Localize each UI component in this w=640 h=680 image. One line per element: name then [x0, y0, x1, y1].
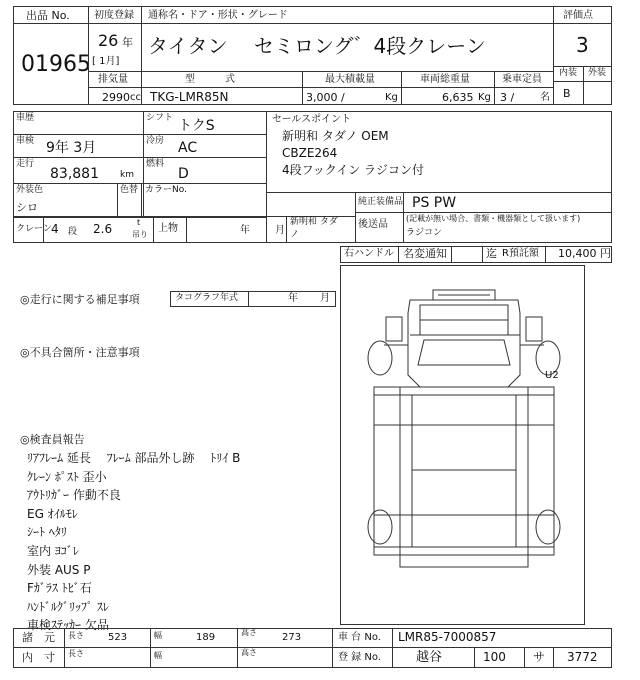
inspector-line: ﾊﾝﾄﾞﾙｸﾞﾘｯﾌﾟ ｽﾚ [27, 599, 109, 614]
inspector-line: ｱｳﾄﾘｶﾞｰ 作動不良 [27, 488, 121, 503]
model: TKG-LMR85N [150, 90, 229, 104]
dims-label: 諸 元 [22, 631, 55, 644]
inspector-line: ﾘｱﾌﾚｰﾑ 延長 ﾌﾚｰﾑ 部品外し跡 ﾄﾘｲ B [27, 451, 241, 465]
plate-class: 100 [483, 650, 506, 664]
length: 523 [108, 632, 128, 643]
inspector-line: EG ｵｲﾙﾓﾚ [27, 506, 78, 521]
length-label: 長さ [68, 631, 84, 640]
std-equipment: PS PW [412, 195, 457, 211]
inspection: 9年 3月 [46, 140, 97, 156]
color: シロ [16, 201, 38, 214]
inspector-line: 室内 ﾖｺﾞﾚ [27, 543, 79, 558]
crane-capacity-unit: 吊り [132, 230, 148, 239]
color-label: 外装色 [16, 185, 44, 195]
footer-table [13, 628, 612, 668]
plate-label: 登 録 No. [338, 652, 381, 663]
top-maker-bottom: ノ [290, 230, 300, 240]
ac: AC [178, 140, 198, 156]
tacho-month: 月 [320, 293, 330, 304]
name-label: 通称名・ドア・形状・グレード [148, 10, 288, 21]
top-month: 月 [275, 225, 285, 236]
aftermarket-note: (記載が無い場合、書類・機器類として扱います) [406, 214, 581, 223]
displacement-unit: cc [130, 92, 141, 103]
sales-point-3: 4段フックイン ラジコン付 [282, 163, 425, 177]
inspector-line: 外装 AUS P [27, 562, 91, 577]
mileage-unit: km [120, 170, 134, 180]
inner-label: 内 寸 [22, 651, 55, 664]
displacement-label: 排気量 [98, 74, 128, 85]
aftermarket: ラジコン [406, 228, 443, 238]
plate-region: 越谷 [416, 650, 443, 665]
sales-point-label: セールスポイント [272, 114, 352, 125]
interior-grade: B [563, 87, 571, 100]
height-label: 高さ [241, 628, 257, 637]
max-load: 3,000 / [306, 91, 345, 104]
recycle-label: R預託額 [502, 248, 539, 259]
history-label: 車歴 [16, 113, 35, 123]
deadline-label: 迄 [486, 247, 497, 260]
grade: 3 [576, 33, 589, 57]
height: 273 [282, 632, 302, 643]
inner-width-label: 幅 [154, 651, 162, 660]
color-no-label: カラーNo. [145, 185, 187, 195]
reg-month: [ 1月] [92, 56, 120, 67]
top-maker-top: 新明和 タダ [290, 217, 338, 227]
rhd-flag: 右ハンドル [344, 248, 394, 259]
shift-label: シフト [146, 113, 174, 123]
capacity: 3 / [500, 91, 515, 104]
exterior-label: 外装 [588, 68, 607, 78]
inspector-label: ◎検査員報告 [20, 433, 85, 446]
crane-stages-unit: 段 [68, 227, 78, 237]
vehicle-name: タイタン セミロング゛4段クレーン [148, 34, 486, 58]
color-change-label: 色替 [120, 185, 139, 195]
std-equipment-label: 純正装備品 [358, 197, 404, 207]
capacity-label: 乗車定員 [502, 74, 542, 85]
crane-capacity: 2.6 [93, 222, 113, 236]
capacity-unit: 名 [540, 92, 550, 103]
gross-weight-unit: Kg [478, 92, 491, 103]
grade-label: 評価点 [563, 10, 593, 21]
aftermarket-label: 後送品 [358, 219, 388, 230]
tacho-label: タコグラフ年式 [175, 293, 239, 303]
defects-label: ◎不具合箇所・注意事項 [20, 346, 140, 359]
name-change-label: 名変通知 [403, 247, 447, 260]
top-label: 上物 [158, 223, 178, 234]
max-load-label: 最大積載量 [325, 74, 375, 85]
mileage: 83,881 [50, 166, 99, 182]
gross-weight-label: 車両総重量 [420, 74, 470, 85]
shift: トクS [178, 118, 215, 134]
sales-point-2: CBZE264 [282, 146, 338, 160]
inspector-line: Fｶﾞﾗｽ ﾄﾋﾞ石 [27, 581, 92, 596]
diagram-mark: U2 [545, 370, 559, 381]
inspector-lines [27, 449, 347, 635]
crane-capacity-unit-top: t [137, 218, 141, 227]
driving-notes-label: ◎走行に関する補足事項 [20, 293, 140, 306]
model-label: 型 式 [185, 74, 235, 85]
truck-diagram [340, 265, 585, 625]
tacho-year: 年 [288, 293, 298, 304]
displacement: 2990 [102, 91, 130, 104]
plate-kana: サ [533, 650, 546, 664]
plate-number: 3772 [567, 650, 598, 664]
inspector-line: ｸﾚｰﾝ ﾎﾟｽﾄ 歪小 [27, 469, 107, 484]
gross-weight: 6,635 [442, 91, 474, 104]
recycle-amount: 10,400 [558, 247, 597, 260]
width-label: 幅 [154, 631, 162, 640]
max-load-unit: Kg [385, 92, 398, 103]
recycle-unit: 円 [600, 247, 611, 260]
mileage-label: 走行 [16, 159, 35, 169]
top-year: 年 [240, 225, 250, 236]
inspection-label: 車検 [16, 136, 35, 146]
first-reg-label: 初度登録 [94, 10, 134, 21]
interior-label: 内装 [559, 68, 578, 78]
inner-height-label: 高さ [241, 648, 257, 657]
width: 189 [196, 632, 216, 643]
year-unit: 年 [122, 36, 133, 49]
chassis: LMR85-7000857 [398, 630, 497, 644]
lot-no-label: 出品 No. [26, 9, 70, 22]
ac-label: 冷房 [146, 136, 165, 146]
crane-label: クレーン [16, 224, 52, 234]
fuel: D [178, 166, 189, 182]
inner-length-label: 長さ [68, 649, 84, 658]
inspector-line: 車検ｽﾃｯｶｰ 欠品 [27, 618, 109, 633]
lot-no: 01965 [21, 52, 91, 77]
chassis-label: 車 台 No. [338, 632, 381, 643]
crane-stages: 4 [51, 222, 59, 236]
inspector-line: ｼｰﾄ ﾍﾀﾘ [27, 525, 67, 540]
sales-point-1: 新明和 タダノ OEM [282, 129, 389, 143]
reg-year: 26 [98, 31, 119, 50]
fuel-label: 燃料 [146, 159, 165, 169]
